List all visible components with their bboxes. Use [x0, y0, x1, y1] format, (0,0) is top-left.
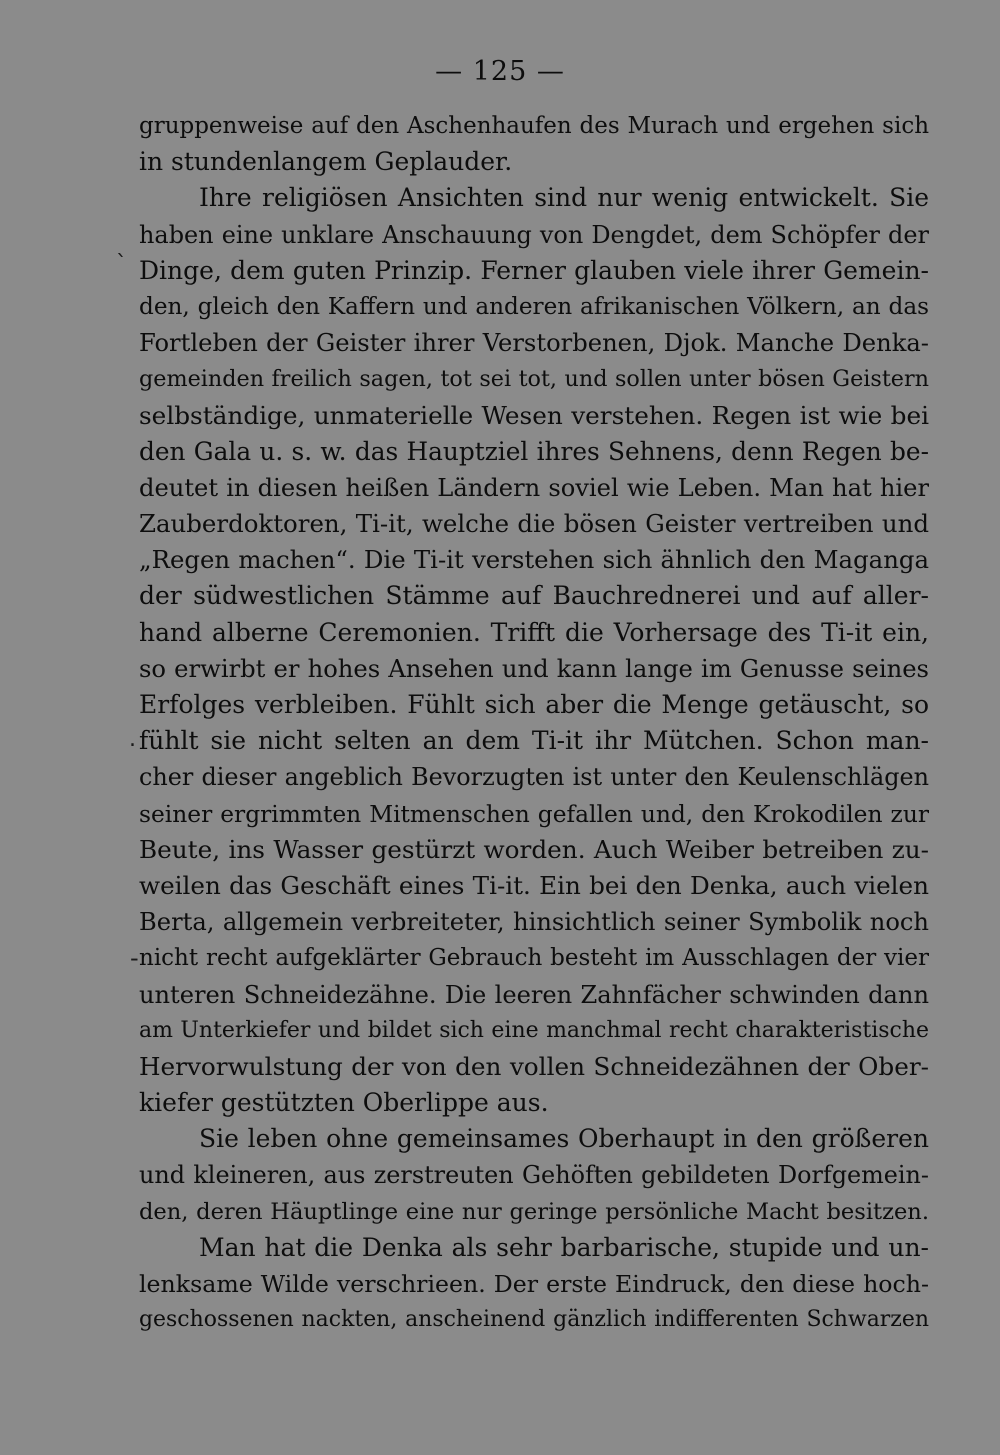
page-number: — 125 —: [435, 56, 565, 87]
text-line: Dinge, dem guten Prinzip. Ferner glauben viele ihrer Gemein-: [139, 255, 929, 285]
text-line: so erwirbt er hohes Ansehen und kann lange im Genusse seines: [139, 653, 929, 683]
text-line: deutet in diesen heißen Ländern soviel wie Leben. Man hat hier: [139, 473, 929, 502]
text-line: nicht recht aufgeklärter Gebrauch besteht im Ausschlagen der vier: [139, 945, 929, 972]
text-line: Hervorwulstung der von den vollen Schneidezähnen der Ober-: [139, 1051, 929, 1081]
text-line: Fortleben der Geister ihrer Verstorbenen, Djok. Manche Denka-: [139, 329, 929, 358]
text-line: Erfolges verbleiben. Fühlt sich aber die Menge getäuscht, so: [139, 690, 929, 719]
text-line: unteren Schneidezähne. Die leeren Zahnfächer schwinden dann: [139, 980, 929, 1009]
text-line: kiefer gestützten Oberlippe aus.: [139, 1088, 549, 1118]
text-line: geschossenen nackten, anscheinend gänzlich indifferenten Schwarzen: [139, 1307, 929, 1333]
text-line: gemeinden freilich sagen, tot sei tot, und sollen unter bösen Geistern: [139, 366, 929, 393]
text-line: selbständige, unmaterielle Wesen verstehen. Regen ist wie bei: [139, 400, 929, 430]
text-line: Berta, allgemein verbreiteter, hinsichtlich seiner Symbolik noch: [139, 908, 929, 937]
text-line: am Unterkiefer und bildet sich eine manchmal recht charakteristische: [139, 1017, 929, 1043]
margin-tick-mark: ˋ: [116, 252, 127, 277]
margin-dot-mark: .: [129, 727, 136, 752]
text-line: „Regen machen“. Die Ti-it verstehen sich ähnlich den Maganga: [139, 545, 929, 575]
text-line: Sie leben ohne gemeinsames Oberhaupt in den größeren: [199, 1124, 929, 1154]
text-line: den Gala u. s. w. das Hauptziel ihres Sehnens, denn Regen be-: [139, 436, 929, 466]
text-line: lenksame Wilde verschrieen. Der erste Eindruck, den diese hoch-: [139, 1270, 929, 1298]
text-line: in stundenlangem Geplauder.: [139, 147, 513, 177]
text-line: Man hat die Denka als sehr barbarische, stupide und un-: [199, 1232, 929, 1262]
body-text: [139, 108, 929, 1338]
text-line: den, gleich den Kaffern und anderen afrikanischen Völkern, an das: [139, 293, 929, 320]
text-line: der südwestlichen Stämme auf Bauchrednerei und auf aller-: [139, 581, 929, 611]
text-line: haben eine unklare Anschauung von Dengdet, dem Schöpfer der: [139, 220, 929, 249]
text-line: den, deren Häuptlinge eine nur geringe persönliche Macht besitzen.: [139, 1198, 929, 1225]
text-line: weilen das Geschäft eines Ti-it. Ein bei den Denka, auch vielen: [139, 870, 929, 900]
text-line: fühlt sie nicht selten an dem Ti-it ihr Mütchen. Schon man-: [139, 726, 929, 756]
margin-dash-mark: -: [130, 944, 139, 972]
text-line: hand alberne Ceremonien. Trifft die Vorhersage des Ti-it ein,: [139, 617, 929, 647]
text-line: Ihre religiösen Ansichten sind nur wenig entwickelt. Sie: [199, 183, 929, 213]
text-line: Zauberdoktoren, Ti-it, welche die bösen Geister vertreiben und: [139, 509, 929, 539]
text-line: seiner ergrimmten Mitmenschen gefallen und, den Krokodilen zur: [139, 799, 929, 828]
text-line: und kleineren, aus zerstreuten Gehöften gebildeten Dorfgemein-: [139, 1161, 929, 1190]
text-line: gruppenweise auf den Aschenhaufen des Murach und ergehen sich: [139, 113, 929, 139]
text-line: cher dieser angeblich Bevorzugten ist unter den Keulenschlägen: [139, 763, 929, 792]
text-line: Beute, ins Wasser gestürzt worden. Auch Weiber betreiben zu-: [139, 834, 929, 864]
